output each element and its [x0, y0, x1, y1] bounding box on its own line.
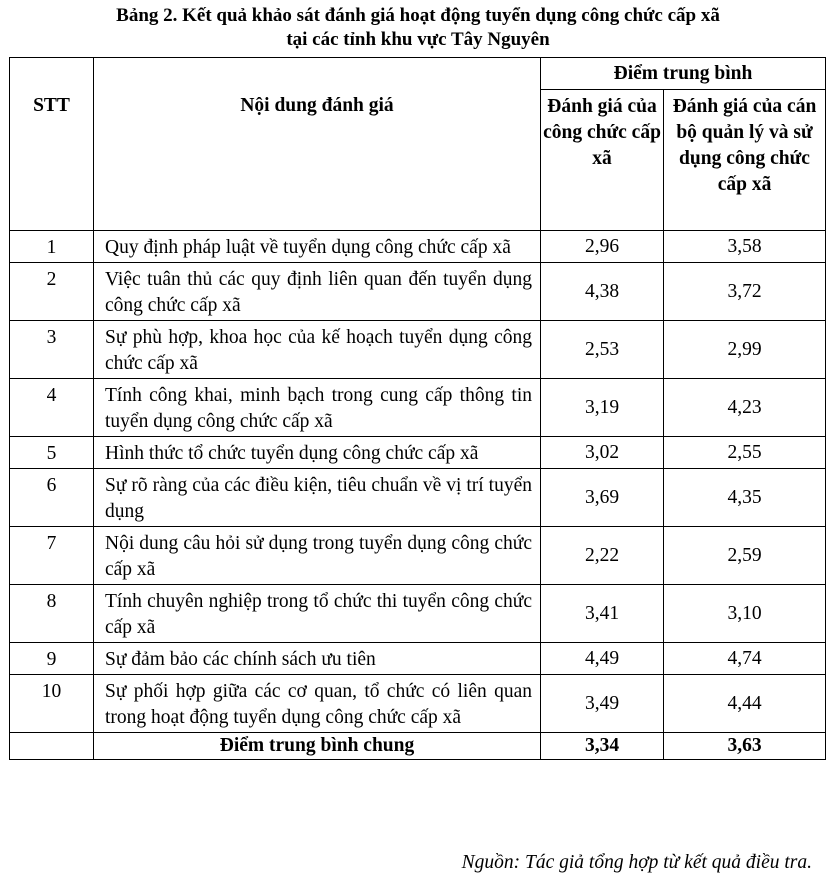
row-civil-score: 3,49: [541, 675, 664, 733]
row-content: Tính chuyên nghiệp trong tổ chức thi tuyển công chức cấp xã: [94, 585, 541, 643]
header-content: Nội dung đánh giá: [94, 58, 541, 231]
row-managers-score: 4,44: [664, 675, 826, 733]
row-stt: 9: [10, 643, 94, 675]
row-stt: 2: [10, 263, 94, 321]
row-managers-score: 2,99: [664, 321, 826, 379]
table-row: [10, 321, 826, 379]
table-title-line-1: Bảng 2. Kết quả khảo sát đánh giá hoạt động tuyển dụng công chức cấp xã: [116, 5, 720, 26]
row-civil-score: 3,69: [541, 469, 664, 527]
row-stt: 4: [10, 379, 94, 437]
total-managers-score: 3,63: [664, 733, 826, 760]
row-civil-score: 2,22: [541, 527, 664, 585]
table-row: [10, 231, 826, 263]
table-body: [10, 231, 826, 760]
row-civil-score: 4,38: [541, 263, 664, 321]
table-row: [10, 379, 826, 437]
row-managers-score: 4,35: [664, 469, 826, 527]
row-content: Sự rõ ràng của các điều kiện, tiêu chuẩn về vị trí tuyển dụng: [94, 469, 541, 527]
header-civil-servants: Đánh giá của công chức cấp xã: [541, 90, 664, 231]
row-managers-score: 3,58: [664, 231, 826, 263]
row-civil-score: 2,96: [541, 231, 664, 263]
header-managers: Đánh giá của cán bộ quản lý và sử dụng công chức cấp xã: [664, 90, 826, 231]
total-row: [10, 733, 826, 760]
row-civil-score: 4,49: [541, 643, 664, 675]
row-content: Quy định pháp luật về tuyển dụng công chức cấp xã: [94, 231, 541, 263]
row-stt: 6: [10, 469, 94, 527]
row-stt: 8: [10, 585, 94, 643]
row-managers-score: 3,72: [664, 263, 826, 321]
row-content: Hình thức tổ chức tuyển dụng công chức cấp xã: [94, 437, 541, 469]
table-row: [10, 643, 826, 675]
row-managers-score: 3,10: [664, 585, 826, 643]
row-managers-score: 4,74: [664, 643, 826, 675]
row-civil-score: 2,53: [541, 321, 664, 379]
row-stt: 3: [10, 321, 94, 379]
row-stt: 10: [10, 675, 94, 733]
table-row: [10, 675, 826, 733]
row-content: Sự đảm bảo các chính sách ưu tiên: [94, 643, 541, 675]
source-note: Nguồn: Tác giả tổng hợp từ kết quả điều tra.: [461, 852, 812, 873]
total-empty-cell: [10, 733, 94, 760]
row-content: Nội dung câu hỏi sử dụng trong tuyển dụng công chức cấp xã: [94, 527, 541, 585]
row-stt: 5: [10, 437, 94, 469]
row-stt: 1: [10, 231, 94, 263]
row-stt: 7: [10, 527, 94, 585]
table-row: [10, 585, 826, 643]
table-title-line-2: tại các tỉnh khu vực Tây Nguyên: [286, 29, 550, 50]
row-managers-score: 4,23: [664, 379, 826, 437]
row-managers-score: 2,55: [664, 437, 826, 469]
survey-results-table: [9, 57, 826, 760]
header-stt: STT: [10, 58, 94, 231]
row-civil-score: 3,19: [541, 379, 664, 437]
table-title: [0, 4, 836, 52]
total-label: Điểm trung bình chung: [94, 733, 541, 760]
row-content: Sự phù hợp, khoa học của kế hoạch tuyển dụng công chức cấp xã: [94, 321, 541, 379]
row-content: Tính công khai, minh bạch trong cung cấp thông tin tuyển dụng công chức cấp xã: [94, 379, 541, 437]
row-managers-score: 2,59: [664, 527, 826, 585]
table-header: [10, 58, 826, 231]
row-content: Việc tuân thủ các quy định liên quan đến tuyển dụng công chức cấp xã: [94, 263, 541, 321]
row-content: Sự phối hợp giữa các cơ quan, tổ chức có liên quan trong hoạt động tuyển dụng công chức cấp xã: [94, 675, 541, 733]
table-row: [10, 437, 826, 469]
total-civil-score: 3,34: [541, 733, 664, 760]
table-row: [10, 263, 826, 321]
row-civil-score: 3,41: [541, 585, 664, 643]
row-civil-score: 3,02: [541, 437, 664, 469]
table-row: [10, 527, 826, 585]
table-row: [10, 469, 826, 527]
header-average-score: Điểm trung bình: [541, 58, 826, 90]
header-row-1: [10, 58, 826, 90]
